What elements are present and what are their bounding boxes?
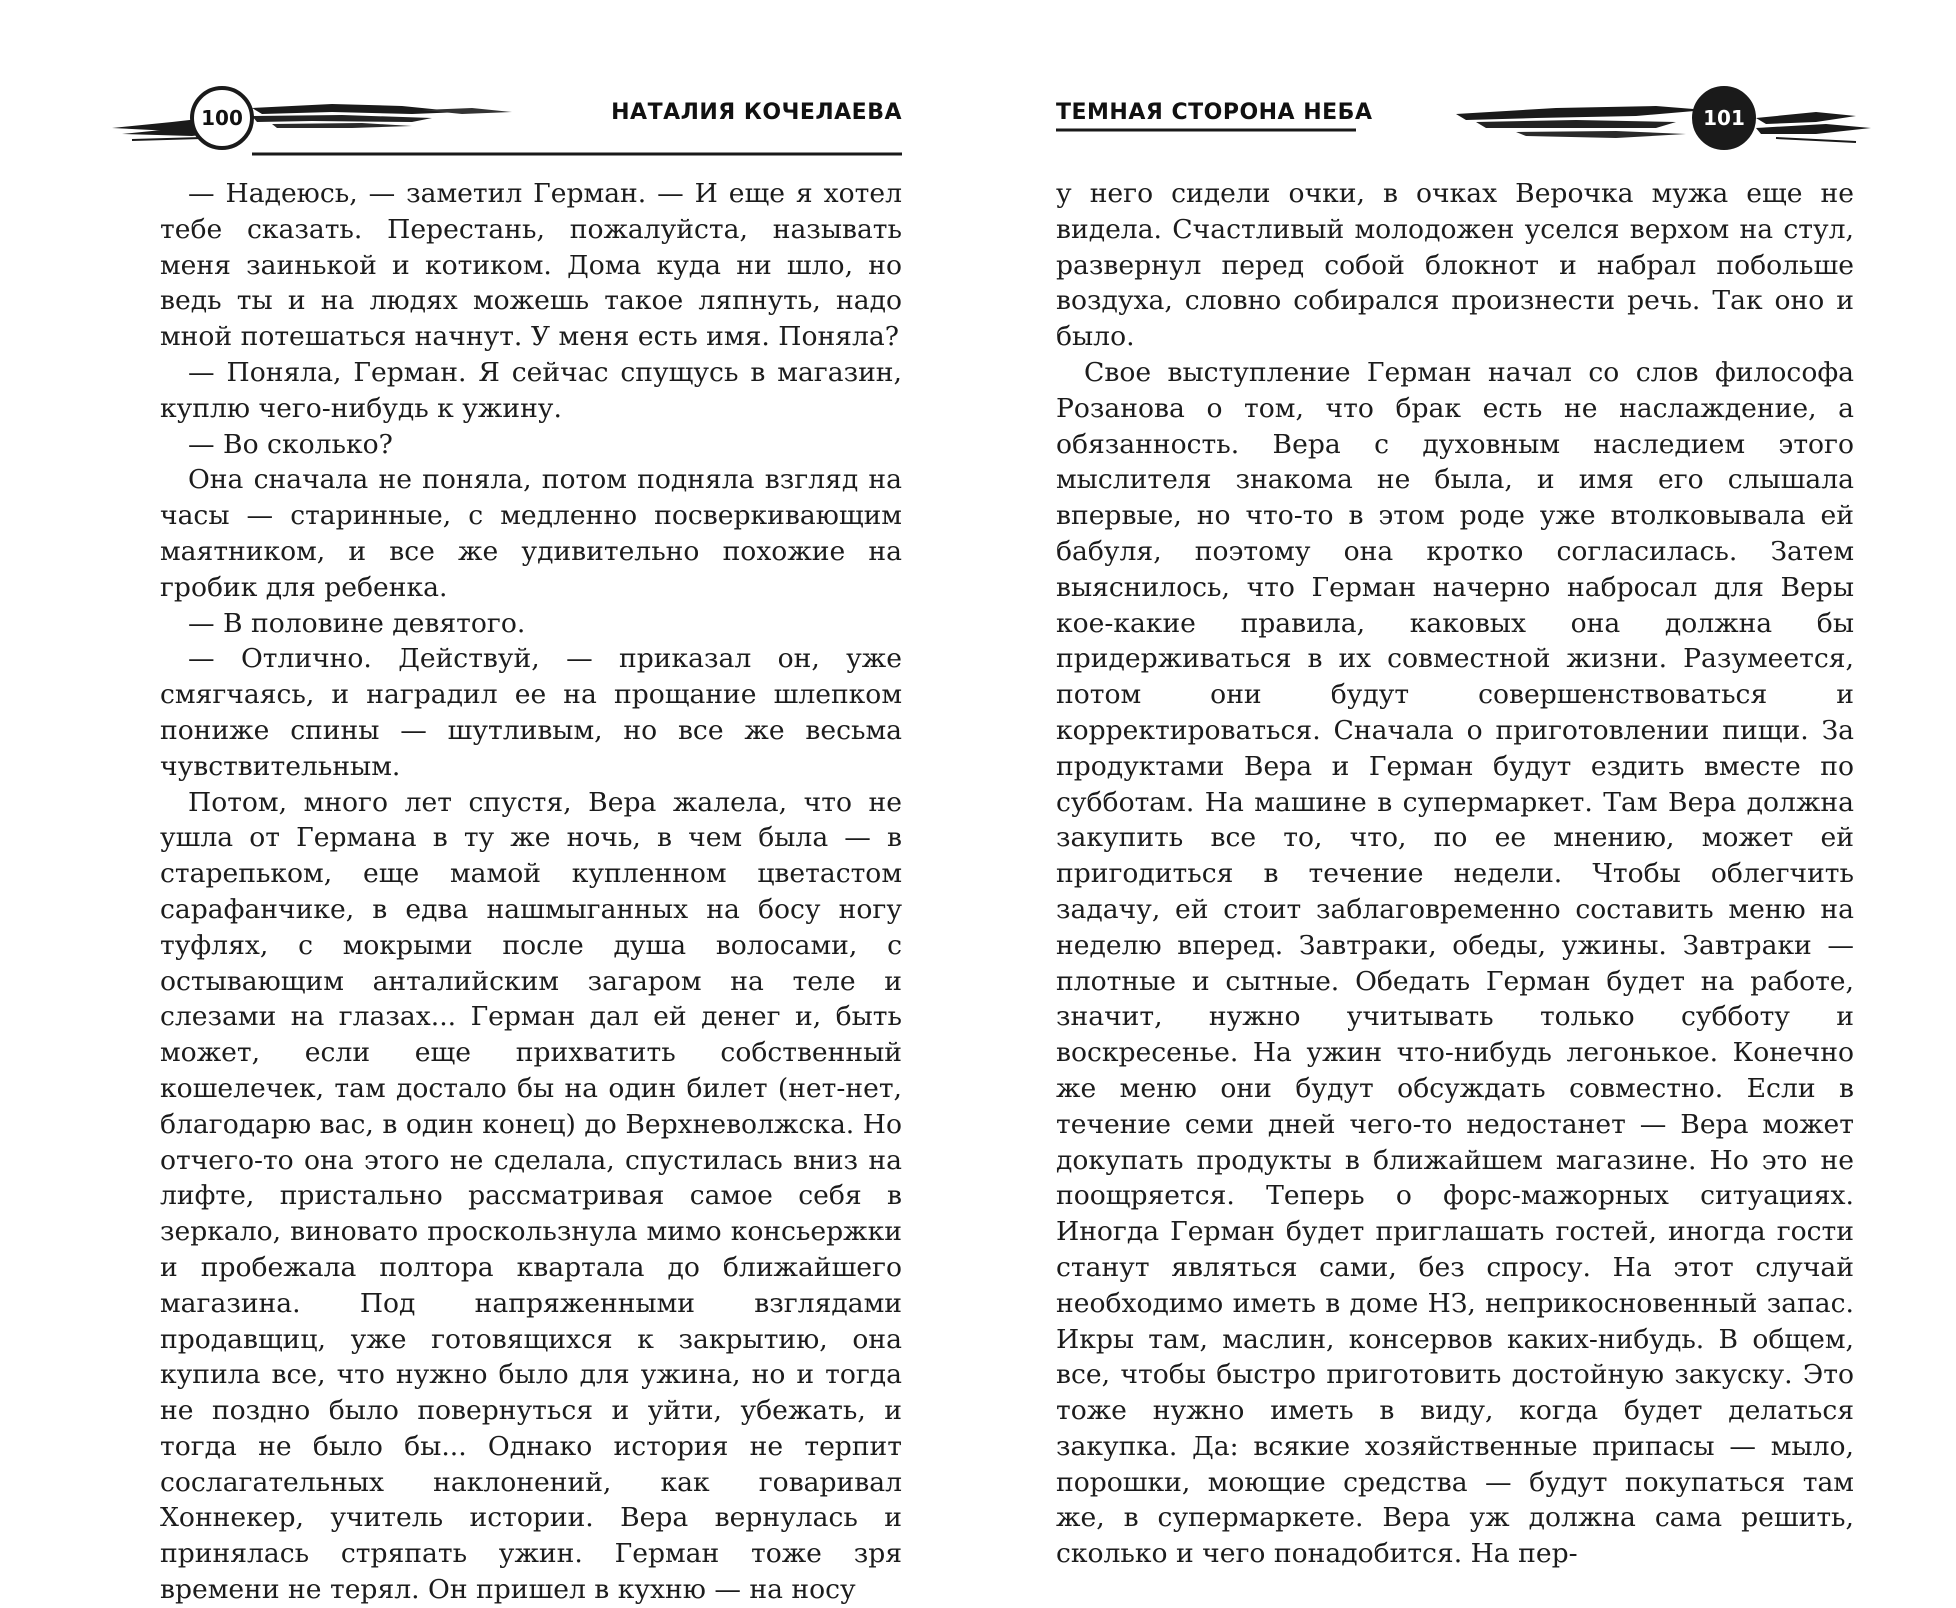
paragraph: — Во сколько? [188,428,393,460]
paragraph: Она сначала не поняла, потом подняла взгляд на часы — старинные, с медленно посверкивающим маятником, и все же удивительно похожие на гробик для ребенка. [160,464,902,603]
paragraph: Потом, много лет спустя, Вера жалела, что не ушла от Германа в ту же ночь, в чем была — в старепьком, еще мамой купленном цветастом сарафанчике, в едва нашмыганных на босу ногу туфлях, с мокрыми после душа волосами, с остывающим анталийским загаром на теле и слезами на глазах... Герман дал ей денег и, быть может, если еще прихватить собственный кошелечек, там достало бы на один билет (нет-нет, благодарю вас, в один конец) до Верхневолжска. Но отчего-то она этого не сделала, спустилась вниз на лифте, пристально рассматривая самое себя в зеркало, виновато проскользнула мимо консьержки и пробежала полтора квартала до ближайшего магазина. Под напряженными взглядами продавщиц, уже готовящихся к закрытию, она купила все, что нужно было для ужина, но и тогда не поздно было повернуться и уйти, убежать, и тогда не было бы... Однако история не терпит сослагательных наклонений, как говаривал Хоннекер, учитель истории. Вера вернулась и принялась стряпать ужин. Герман тоже зря времени не терял. Он пришел в кухню — на носу [160,786,902,1606]
paragraph: — Поняла, Герман. Я сейчас спущусь в магазин, куплю чего-нибудь к ужину. [160,356,902,424]
paragraph: — Отлично. Действуй, — приказал он, уже смягчаясь, и наградил ее на прощание шлепком пониже спины — шутливым, но все же весьма чувствительным. [160,643,902,782]
right-page [990,0,1956,1570]
paragraph: Свое выступление Герман начал со слов философа Розанова о том, что брак есть не наслаждение, а обязанность. Вера с духовным наследием этого мыслителя знакома не была, и имя его слышала впервые, но что-то в этом роде уже втолковывала ей бабуля, поэтому она кротко согласилась. Затем выяснилось, что Герман начерно набросал для Веры кое-какие правила, каковых она должна бы придерживаться в их совместной жизни. Разумеется, потом они будут совершенствоваться и корректироваться. Сначала о приготовлении пищи. За продуктами Вера и Герман будут ездить вместе по субботам. На машине в супермаркет. Там Вера должна закупить все то, что, по ее мнению, может ей пригодиться в течение недели. Чтобы облегчить задачу, ей стоит заблаговременно составить меню на неделю вперед. Завтраки, обеды, ужины. Завтраки — плотные и сытные. Обедать Герман будет на работе, значит, нужно учитывать только субботу и воскресенье. На ужин что-нибудь легонькое. Конечно же меню они будут обсуждать совместно. Если в течение семи дней чего-то недостанет — Вера может докупать продукты в ближайшем магазине. Но это не поощряется. Теперь о форс-мажорных ситуациях. Иногда Герман будет приглашать гостей, иногда гости станут являться сами, без спросу. На этот случай необходимо иметь в доме НЗ, неприкосновенный запас. Икры там, маслин, консервов каких-нибудь. В общем, все, чтобы быстро приготовить достойную закуску. Это тоже нужно иметь в виду, когда будет делаться закупка. Да: всякие хозяйственные припасы — мыло, порошки, моющие средства — будут покупаться там же, в супермаркете. Вера уж должна сама решить, сколько и чего понадобится. На пер- [1056,356,1854,1570]
left-page-text [160,176,902,1608]
paragraph: — Надеюсь, — заметил Герман. — И еще я хотел тебе сказать. Перестань, пожалуйста, называть меня заинькой и котиком. Дома куда ни шло, но ведь ты и на людях можешь такое ляпнуть, надо мной потешаться начнут. У меня есть имя. Поняла? [160,178,902,353]
running-head-title: ТЕМНАЯ СТОРОНА НЕБА [1056,100,1373,125]
right-page-header [1056,78,1876,158]
paragraph: — В половине девятого. [188,607,526,639]
left-page-header [112,78,902,158]
running-head-author: НАТАЛИЯ КОЧЕЛАЕВА [611,100,902,125]
right-page-text [1056,176,1854,1572]
page-number: 100 [190,86,254,150]
paragraph: у него сидели очки, в очках Верочка мужа еще не видела. Счастливый молодожен уселся верхом на стул, развернул перед собой блокнот и набрал побольше воздуха, словно собирался произнести речь. Так оно и было. [1056,178,1854,353]
page-number: 101 [1692,86,1756,150]
